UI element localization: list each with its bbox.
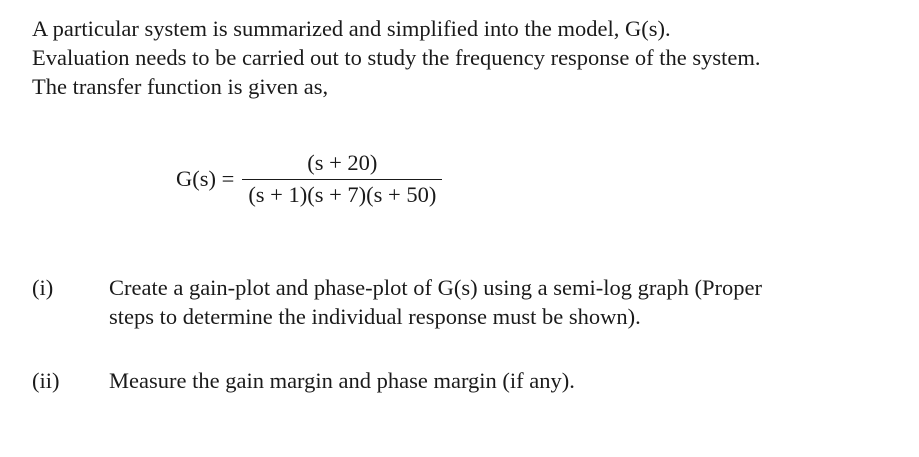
question-number: (i) <box>32 275 54 300</box>
question-number: (ii) <box>32 368 60 393</box>
equation-lhs: G(s) = <box>176 166 235 191</box>
problem-intro <box>32 14 902 101</box>
question-line: Measure the gain margin and phase margin (if any). <box>109 368 575 393</box>
question-text <box>109 366 889 395</box>
question-line: Create a gain-plot and phase-plot of G(s) using a semi-log graph (Proper <box>109 275 762 300</box>
question-text <box>109 273 889 331</box>
equation-denominator: (s + 1)(s + 7)(s + 50) <box>248 182 437 207</box>
equation-numerator: (s + 20) <box>307 150 378 175</box>
intro-line: A particular system is summarized and simplified into the model, G(s). <box>32 16 671 41</box>
intro-line: Evaluation needs to be carried out to study the frequency response of the system. <box>32 45 761 70</box>
intro-line: The transfer function is given as, <box>32 74 329 99</box>
equation-fraction <box>242 150 442 208</box>
transfer-function-equation <box>176 150 442 208</box>
question-line: steps to determine the individual response must be shown). <box>109 304 641 329</box>
